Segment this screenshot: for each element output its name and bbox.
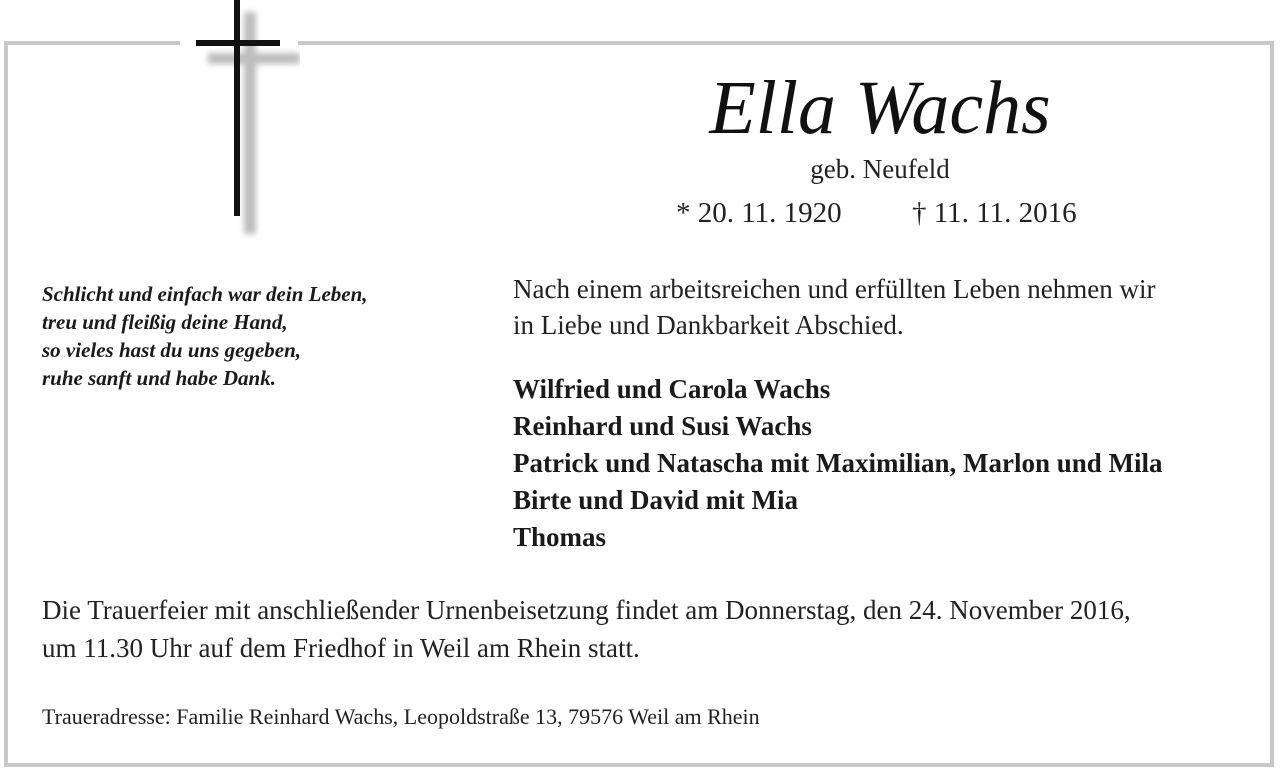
- death-date: † 11. 11. 2016: [912, 197, 1077, 229]
- ceremony-info: [42, 591, 1262, 667]
- mourner: Patrick und Natascha mit Maximilian, Marlon und Mila: [513, 448, 1163, 478]
- mourners-list: [513, 371, 1253, 556]
- mourner: Reinhard und Susi Wachs: [513, 411, 812, 441]
- poem-line: ruhe sanft und habe Dank.: [42, 366, 276, 390]
- ceremony-line: Die Trauerfeier mit anschließender Urnenbeisetzung findet am Donnerstag, den 24. November 2016,: [42, 595, 1131, 625]
- mourner: Birte und David mit Mia: [513, 485, 799, 515]
- poem-line: treu und fleißig deine Hand,: [42, 310, 288, 334]
- poem-line: so vieles hast du uns gegeben,: [42, 338, 302, 362]
- maiden-name: geb. Neufeld: [810, 154, 950, 184]
- cross-icon: [190, 0, 300, 240]
- memorial-poem: [42, 280, 482, 392]
- birth-date: * 20. 11. 1920: [676, 197, 842, 229]
- ceremony-line: um 11.30 Uhr auf dem Friedhof in Weil am Rhein statt.: [42, 633, 640, 663]
- mourning-address: Traueradresse: Familie Reinhard Wachs, Leopoldstraße 13, 79576 Weil am Rhein: [42, 704, 760, 729]
- farewell-text: [513, 271, 1253, 343]
- mourner: Thomas: [513, 522, 607, 552]
- farewell-line: in Liebe und Dankbarkeit Abschied.: [513, 310, 904, 340]
- deceased-name: Ella Wachs: [709, 66, 1051, 150]
- poem-line: Schlicht und einfach war dein Leben,: [42, 282, 368, 306]
- farewell-line: Nach einem arbeitsreichen und erfüllten Leben nehmen wir: [513, 274, 1156, 304]
- mourner: Wilfried und Carola Wachs: [513, 374, 831, 404]
